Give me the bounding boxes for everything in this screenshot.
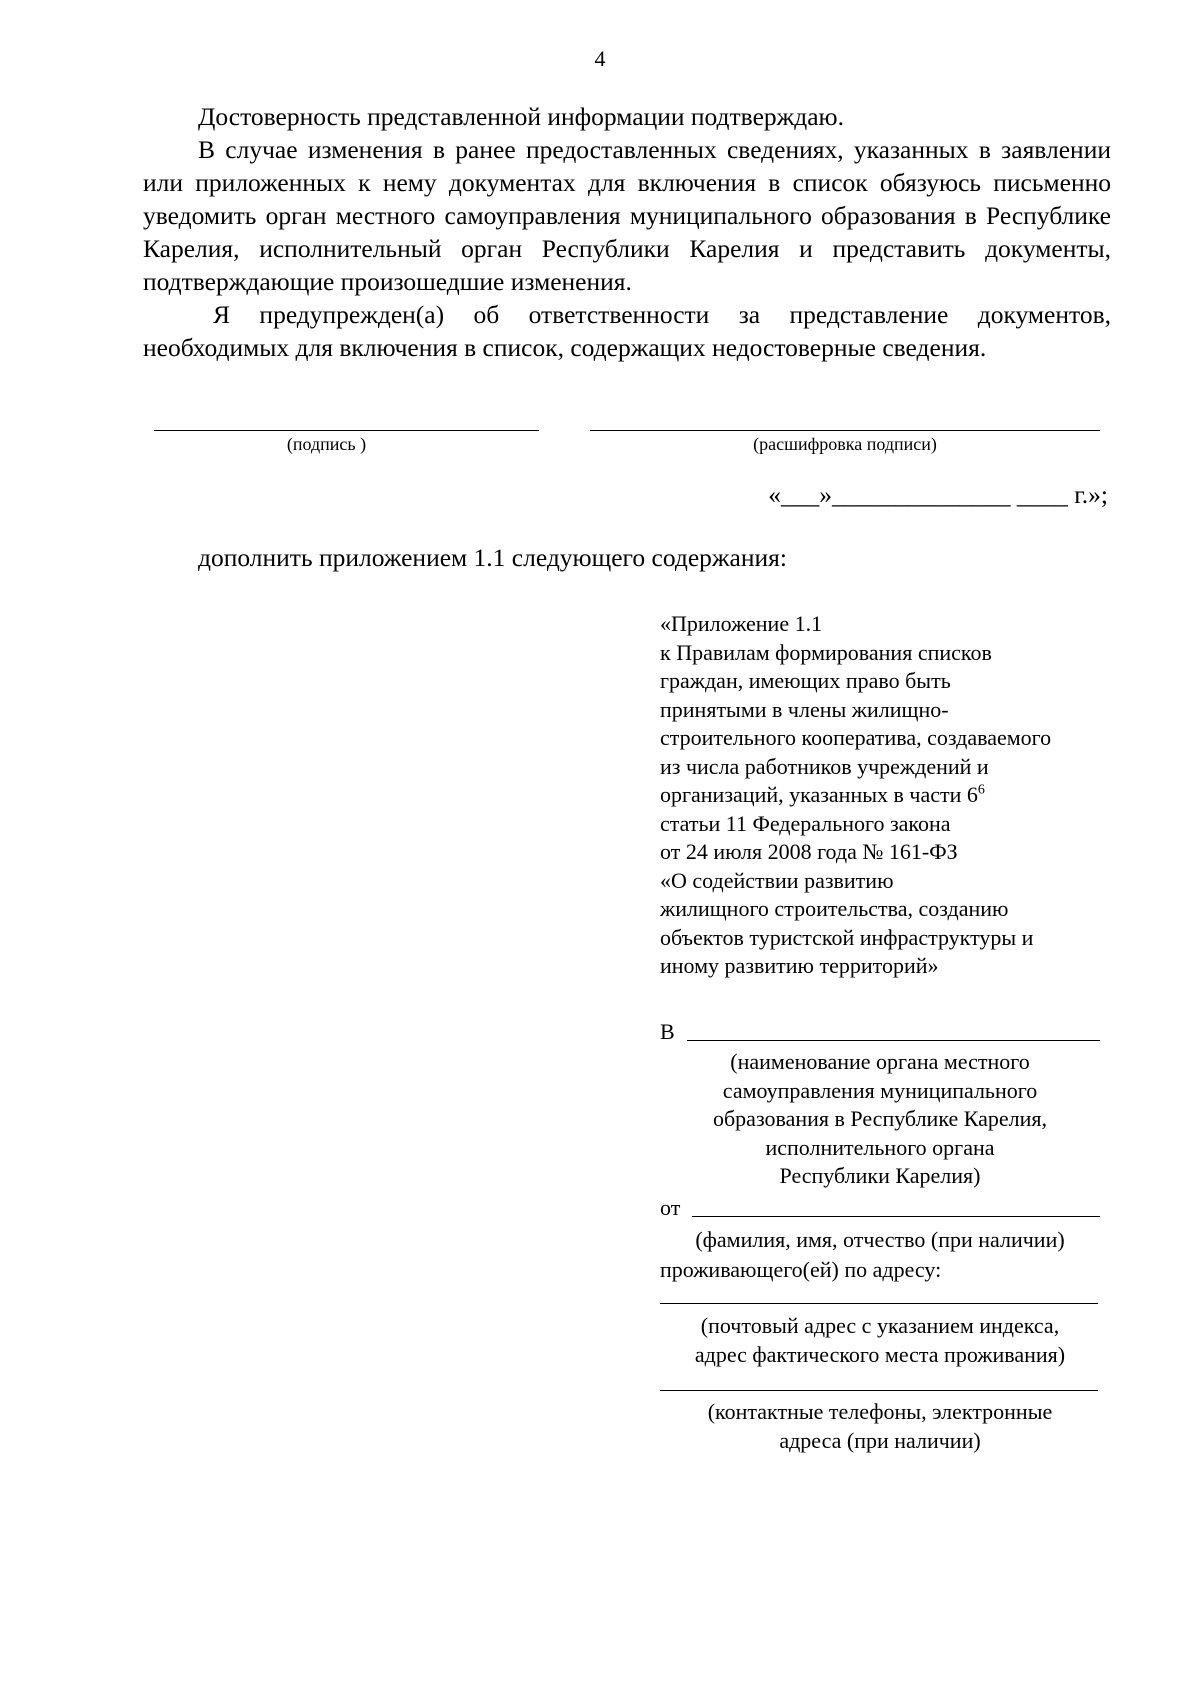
from-field-line (692, 1216, 1100, 1217)
caption-line: (наименование органа местного (730, 1049, 1030, 1074)
superscript: 6 (977, 782, 985, 798)
caption-line: адрес фактического места проживания) (694, 1341, 1066, 1367)
caption-line: адреса (при наличии) (779, 1427, 981, 1453)
appendix-line-text: организаций, указанных в части 6 (660, 782, 978, 807)
appendix-line: из числа работников учреждений и (660, 753, 989, 779)
obligation-paragraph: В случае изменения в ранее предоставленных сведениях, указанных в заявлении или приложенных к нему документах для включения в список обязуюсь письменно уведомить орган местного самоуправления муниципального образования в Республике Карелия, исполнительный орган Республики Карелия и представить документы, подтверждающие произошедшие изменения. (143, 135, 1111, 296)
address-label: проживающего(ей) по адресу: (660, 1257, 942, 1282)
appendix-line: от 24 июля 2008 года № 161-ФЗ (660, 839, 958, 864)
appendix-line: иному развитию территорий» (660, 953, 939, 978)
appendix-line: статьи 11 Федерального закона (660, 810, 951, 836)
appendix-line: жилищного строительства, созданию (660, 896, 1009, 921)
appendix-line: к Правилам формирования списков (660, 639, 992, 665)
to-field (660, 1018, 1100, 1047)
date-line: «___»______________ ____ г.»; (768, 480, 1108, 509)
caption-line: образования в Республике Карелия, (712, 1106, 1048, 1131)
warning-paragraph: Я предупрежден(а) об ответственности за представление документов, необходимых для включения в список, содержащих недостоверные сведения. (143, 300, 1111, 362)
appendix-line: принятыми в члены жилищно- (660, 696, 949, 722)
address-caption (660, 1312, 1100, 1369)
appendix-line: строительного кооператива, создаваемого (660, 725, 1052, 750)
appendix-line: объектов туристской инфраструктуры и (660, 924, 1034, 950)
addition-instruction: дополнить приложением 1.1 следующего содержания: (198, 543, 787, 572)
contacts-field-line (660, 1390, 1098, 1391)
appendix-line: «Приложение 1.1 (660, 611, 823, 636)
appendix-line: граждан, имеющих право быть (660, 668, 951, 693)
caption-line: (почтовый адрес с указанием индекса, (700, 1313, 1060, 1338)
appendix-header (660, 610, 1100, 981)
contacts-caption (660, 1398, 1100, 1455)
address-field-line (660, 1303, 1098, 1304)
caption-line: исполнительного органа (765, 1134, 995, 1160)
signature-decoding-line (590, 430, 1100, 431)
from-field (660, 1194, 1100, 1223)
from-label: от (660, 1195, 681, 1220)
page-number: 4 (594, 46, 606, 71)
caption-line: Республики Карелия) (779, 1163, 981, 1188)
appendix-line: «О содействии развитию (660, 867, 894, 893)
appendix-line (660, 781, 1100, 810)
to-caption (660, 1048, 1100, 1191)
signature-decoding-caption: (расшифровка подписи) (753, 434, 937, 454)
signature-caption: (подпись ) (286, 434, 367, 454)
caption-line: самоуправления муниципального (722, 1077, 1038, 1103)
to-field-line (687, 1040, 1100, 1041)
confirmation-paragraph: Достоверность представленной информации подтверждаю. (198, 102, 844, 131)
signature-line (154, 430, 539, 431)
to-label: В (660, 1019, 675, 1044)
body-text (143, 100, 1111, 364)
from-caption: (фамилия, имя, отчество (при наличии) (695, 1227, 1065, 1252)
caption-line: (контактные телефоны, электронные (707, 1399, 1053, 1424)
